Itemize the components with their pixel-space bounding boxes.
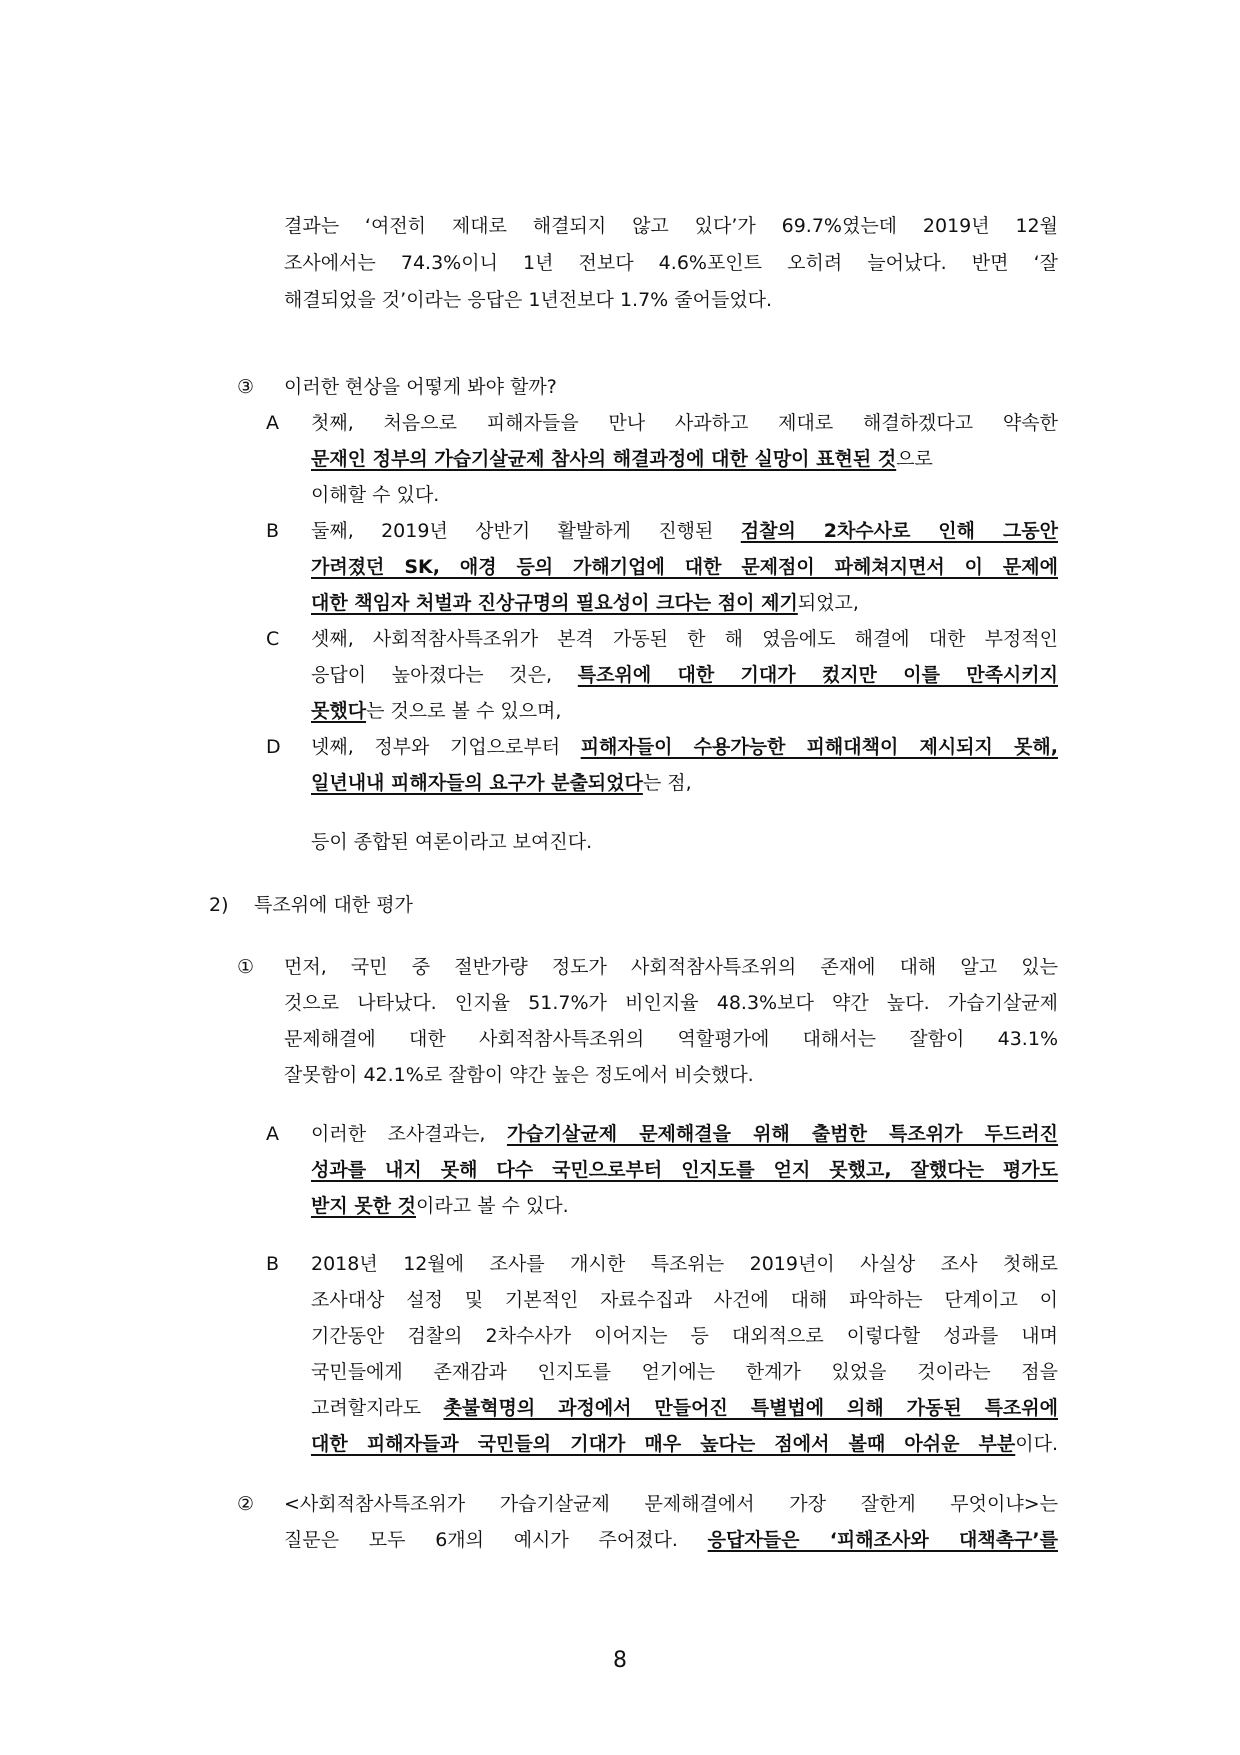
p1-b-emphasis-1: 촛불혁명의 과정에서 만들어진 특별법에 의해 가동된 특조위에	[443, 1397, 1058, 1419]
p1-a-emphasis-1: 가습기살균제 문제해결을 위해 출범한 특조위가 두드러진	[506, 1123, 1059, 1145]
p1-b-line-2: 조사대상 설정 및 기본적인 자료수집과 사건에 대해 파악하는 단계이고 이	[311, 1289, 1058, 1311]
intro-line-3: 해결되었을 것’이라는 응답은 1년전보다 1.7% 줄어들었다.	[284, 289, 773, 311]
p1-b-line-6	[311, 1432, 1058, 1456]
p2-line-2-plain: 질문은 모두 6개의 예시가 주어졌다.	[284, 1529, 708, 1551]
p2-emphasis: 응답자들은 ‘피해조사와 대책촉구’를	[707, 1529, 1058, 1551]
q3-d-line-1	[311, 735, 1058, 759]
q3-a-emphasis: 문재인 정부의 가습기살균제 참사의 해결과정에 대한 실망이 표현된 것	[311, 448, 897, 470]
q3-b-emphasis-3: 대한 책임자 처벌과 진상규명의 필요성이 크다는 점이 제기	[311, 592, 798, 614]
p2-line-2	[284, 1528, 1058, 1552]
p1-line-2: 것으로 나타났다. 인지율 51.7%가 비인지율 48.3%보다 약간 높다. 가습기살균제	[284, 992, 1058, 1014]
intro-line-2: 조사에서는 74.3%이니 1년 전보다 4.6%포인트 오히려 늘어났다. 반면 ‘잘	[284, 252, 1058, 274]
q3-c-line-1: 셋째, 사회적참사특조위가 본격 가동된 한 해 였음에도 해결에 대한 부정적인	[311, 628, 1058, 650]
p1-b-emphasis-2: 대한 피해자들과 국민들의 기대가 매우 높다는 점에서 볼때 아쉬운 부분	[311, 1433, 1016, 1455]
p1-line-3: 문제해결에 대한 사회적참사특조위의 역할평가에 대해서는 잘함이 43.1%	[284, 1028, 1058, 1050]
p1-a-line-3-rest: 이라고 볼 수 있다.	[416, 1195, 569, 1217]
q3-marker: ③	[237, 376, 255, 398]
p1-b-marker: B	[266, 1253, 280, 1275]
q3-a-line-2	[311, 447, 933, 471]
q3-a-line-1: 첫째, 처음으로 피해자들을 만나 사과하고 제대로 해결하겠다고 약속한	[311, 412, 1058, 434]
p1-a-line-1-plain: 이러한 조사결과는,	[311, 1123, 507, 1145]
p1-marker: ①	[237, 956, 255, 978]
p2-line-1: <사회적참사특조위가 가습기살균제 문제해결에서 가장 잘한게 무엇이냐>는	[284, 1493, 1058, 1515]
p1-b-line-5	[311, 1396, 1058, 1420]
p1-b-line-6-rest: 이다.	[1015, 1433, 1058, 1455]
q3-c-emphasis-2: 못했다	[311, 700, 367, 722]
p1-b-line-1: 2018년 12월에 조사를 개시한 특조위는 2019년이 사실상 조사 첫해로	[311, 1253, 1058, 1275]
q3-c-line-2	[311, 663, 1058, 687]
q3-c-line-2-plain: 응답이 높아졌다는 것은,	[311, 664, 578, 686]
q3-d-emphasis-1: 피해자들이 수용가능한 피해대책이 제시되지 못해,	[580, 736, 1058, 758]
p1-b-line-5-plain: 고려할지라도	[311, 1397, 444, 1419]
p1-a-line-2	[311, 1158, 1058, 1182]
q3-b-line-1	[311, 519, 1058, 543]
q3-d-line-1-plain: 넷째, 정부와 기업으로부터	[311, 736, 581, 758]
p1-line-4: 잘못함이 42.1%로 잘함이 약간 높은 정도에서 비슷했다.	[284, 1064, 754, 1086]
q3-d-line-2-rest: 는 점,	[642, 772, 692, 794]
page-number: 8	[613, 1648, 627, 1673]
q3-b-line-3	[311, 591, 859, 615]
q3-b-marker: B	[266, 520, 280, 542]
q3-b-emphasis-2: 가려졌던 SK, 애경 등의 가해기업에 대한 문제점이 파헤쳐지면서 이 문제에	[311, 556, 1058, 578]
q3-c-line-3-rest: 는 것으로 볼 수 있으며,	[366, 700, 562, 722]
q3-b-line-3-rest: 되었고,	[797, 592, 859, 614]
q3-closing: 등이 종합된 여론이라고 보여진다.	[311, 831, 593, 853]
q3-b-emphasis-1: 검찰의 2차수사로 인해 그동안	[740, 520, 1058, 542]
q3-a-marker: A	[266, 412, 279, 434]
intro-line-1: 결과는 ‘여전히 제대로 해결되지 않고 있다’가 69.7%였는데 2019년 12월	[284, 215, 1058, 237]
q3-c-emphasis-1: 특조위에 대한 기대가 컸지만 이를 만족시키지	[577, 664, 1058, 686]
p1-a-line-1	[311, 1122, 1058, 1146]
q3-d-emphasis-2: 일년내내 피해자들의 요구가 분출되었다	[311, 772, 643, 794]
q3-d-line-2	[311, 771, 692, 795]
p1-line-1: 먼저, 국민 중 절반가량 정도가 사회적참사특조위의 존재에 대해 알고 있는	[284, 956, 1058, 978]
p1-b-line-3: 기간동안 검찰의 2차수사가 이어지는 등 대외적으로 이렇다할 성과를 내며	[311, 1325, 1058, 1347]
p1-a-emphasis-2: 성과를 내지 못해 다수 국민으로부터 인지도를 얻지 못했고, 잘했다는 평가도	[311, 1159, 1058, 1181]
q3-d-marker: D	[266, 736, 281, 758]
q3-title: 이러한 현상을 어떻게 봐야 할까?	[284, 376, 557, 398]
q3-c-line-3	[311, 699, 561, 723]
q3-c-marker: C	[266, 628, 280, 650]
p2-marker: ②	[237, 1493, 255, 1515]
p1-a-marker: A	[266, 1123, 279, 1145]
q3-b-line-1-plain: 둘째, 2019년 상반기 활발하게 진행된	[311, 520, 741, 542]
p1-a-emphasis-3: 받지 못한 것	[311, 1195, 416, 1217]
section2-number: 2)	[209, 894, 229, 916]
p1-b-line-4: 국민들에게 존재감과 인지도를 얻기에는 한계가 있었을 것이라는 점을	[311, 1361, 1058, 1383]
section2-title: 특조위에 대한 평가	[254, 894, 413, 916]
q3-a-line-3: 이해할 수 있다.	[311, 484, 440, 506]
q3-b-line-2	[311, 555, 1058, 579]
q3-a-line-2-rest: 으로	[896, 448, 933, 470]
p1-a-line-3	[311, 1194, 569, 1218]
